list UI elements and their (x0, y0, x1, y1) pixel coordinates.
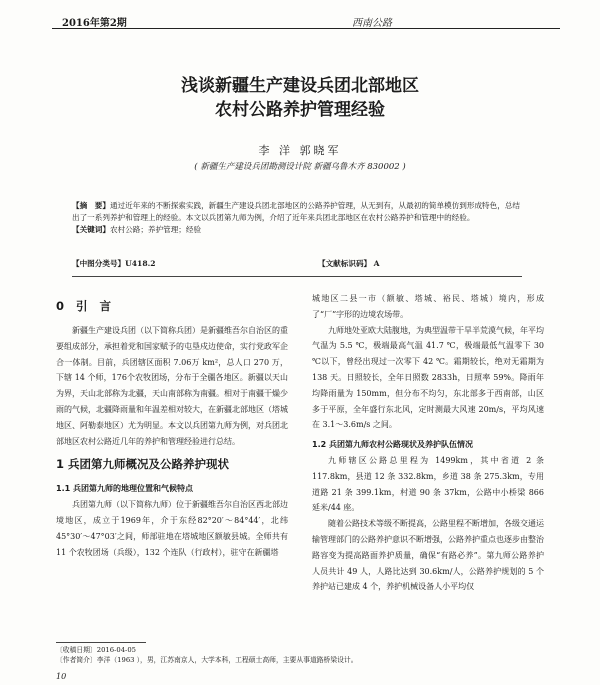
subsection-1-1-heading: 1.1 兵团第九师的地理位置和气候特点 (56, 484, 193, 494)
maintenance-paragraph: 随着公路技术等级不断提高，公路里程不断增加，各级交通运输管理部门的公路养护意识不断增强，公路养护重点也逐步由整治路容变为提高路面养护质量，确保“有路必养”。第九师公路养护人员共计 49 人，人路比达到 30.6km/人，公路养护规划的 5 个养护站已建成 4 个，养护机械设备人小平均仅 (312, 519, 544, 592)
author-bio: 〔作者简介〕李洋（1963 ），男，江苏南京人，大学本科，工程硕士高师，主要从事道路桥梁设计。 (56, 656, 358, 664)
right-column (312, 291, 544, 595)
abstract (72, 200, 522, 224)
article-title (0, 74, 600, 122)
title-line-1: 浅谈新疆生产建设兵团北部地区 (181, 76, 419, 96)
received-date: 〔收稿日期〕2016-04-05 (56, 646, 136, 654)
document-code (318, 258, 379, 269)
abstract-block (72, 200, 522, 236)
header-rule (52, 28, 560, 29)
left-column (56, 291, 288, 560)
climate-paragraph: 九师地处亚欧大陆腹地，为典型温带干旱半荒漠气候，年平均气温为 5.5 ℃，极端最高气温 41.7 ℃，极端最低气温零下 30 ℃以下，曾经出现过一次零下 42 ℃。霜期较长，绝对无霜期为 138 天。日照较长，全年日照数 2833h，日照率 59%。降雨年均降雨量为 150mm，但分布不均匀，东北部多于西南部，山区多于平原，全年盛行东北风，定时测最大风速 20m/s，平均风速在 3.1～3.6m/s 之间。 (312, 325, 544, 430)
clc-code (72, 258, 156, 269)
keywords (72, 224, 522, 236)
affiliation: ( 新疆生产建设兵团勘测设计院 新疆乌鲁木齐 830002 ) (194, 162, 406, 172)
intro-paragraph: 新疆生产建设兵团（以下简称兵团）是新疆维吾尔自治区的重要组成部分，承担着党和国家赋予的屯垦戍边使命，实行党政军企合一体制。目前，兵团辖区面积 7.06万 km²，总人口 270 万，下辖 14 个师，176个农牧团场，分布于全疆各地区。新疆以天山为界，天山北部称为北疆，天山南部称为南疆。相对于南疆干燥少雨的气候，北疆降雨量和年温差相对较大，在新疆北部地区（塔城地区、阿勒泰地区）尤为明显。本文以兵团第九师为例，对兵团北部地区农村公路近几年的养护和管理经验进行总结。 (56, 326, 288, 446)
issue-label: 2016年第2期 (62, 18, 127, 29)
abstract-text: 通过近年来的不断探索实践，新疆生产建设兵团北部地区的公路养护管理，从无到有，从最初的简单模仿到形成特色，总结出了一系列养护和管理上的经验。本文以兵团第九师为例，介绍了近年来兵团北部地区在农村公路养护和管理中的经验。 (72, 201, 521, 222)
section-1-1-continued: 城地区二县一市（额敏、塔城、裕民、塔城）境内，形成了“厂”字形的边境农场带。 (312, 294, 544, 319)
clc-label: 【中图分类号】 (72, 259, 126, 268)
running-header (52, 14, 560, 32)
abstract-label: 【摘 要】 (72, 201, 110, 210)
footnote-rule (56, 642, 146, 643)
keywords-label: 【关键词】 (72, 225, 110, 234)
road-status-paragraph: 九师辖区公路总里程为 1499km，其中省道 2 条 117.8km，县道 12 条 332.8km，乡道 38 条 275.3km，专用道路 21 条 399.1km，村道 90 条 37km，公路中小桥梁 866 延米/44 座。 (312, 455, 544, 513)
doc-value: A (373, 259, 380, 268)
subsection-1-2-heading: 1.2 兵团第九师农村公路现状及养护队伍情况 (312, 440, 473, 450)
title-line-2: 农村公路养护管理经验 (215, 100, 385, 120)
doc-label: 【文献标识码】 (318, 259, 372, 268)
authors: 李 洋 郭晓军 (258, 144, 342, 157)
clc-value: U418.2 (125, 259, 156, 268)
journal-name: 西南公路 (352, 18, 392, 29)
section-1-heading: 1 兵团第九师概况及公路养护现状 (56, 457, 230, 472)
abstract-rule (72, 276, 522, 277)
page-number: 10 (56, 672, 67, 681)
intro-heading: 0 引 言 (56, 299, 116, 313)
keywords-text: 农村公路；养护管理；经验 (109, 225, 202, 234)
section-1-1-paragraph: 兵团第九师（以下简称九师）位于新疆维吾尔自治区西北部边境地区，成立于1969年，介于东经82°20′～84°44′，北纬45°30′～47°03′之间，师部驻地在塔城地区额敏县城。全师共有 11 个农牧团场（兵级），132 个连队（行政村），驻守在新疆塔 (56, 500, 288, 557)
